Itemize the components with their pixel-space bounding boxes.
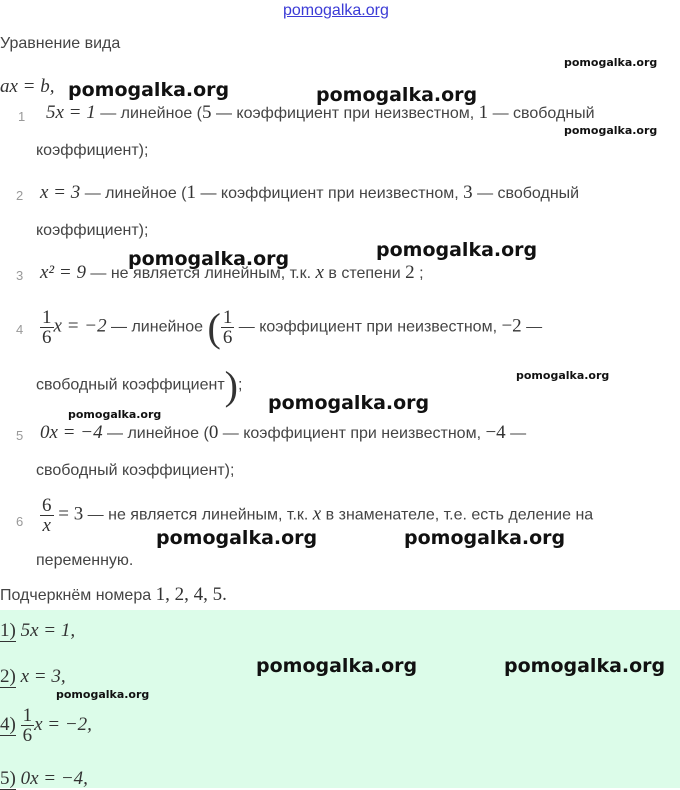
free-term: −4 [485,422,506,443]
item-number: 1 [18,109,26,124]
item-text-cont: свободный коэффициент); [36,363,243,408]
fraction: $\frac{1}{6}$ [22,705,33,746]
item-number: 2 [16,188,24,203]
item-text-cont: свободный коэффициент); [36,462,235,479]
item-text: в знаменателе, т.е. есть деление на [321,506,594,524]
item-text: — линейное [106,318,208,336]
answer-label: 2) [0,666,16,687]
free-term: −2 [501,315,522,337]
item-text: — не является линейным, т.к. [85,265,316,282]
item-text: — коэффициент при неизвестном, [218,425,486,442]
watermark: pomogalka.org [268,392,430,414]
item-text: — [505,425,527,442]
watermark: pomogalka.org [68,79,230,101]
fraction: $\frac{6}{x}$ [42,495,52,536]
item-text-cont: переменную. [36,552,134,569]
watermark: pomogalka.org [376,239,538,261]
equation: 5x = 1 [46,102,96,123]
answer-row [0,706,92,745]
list-item [40,304,542,351]
watermark: pomogalka.org [156,527,318,549]
equation: x² = 9 [40,262,86,283]
coefficient: 1 [186,182,197,203]
open-paren: ( [207,305,221,350]
item-text: — свободный [472,185,580,202]
underline-numbers: 1, 2, 4, 5. [155,584,227,605]
item-text-cont: коэффициент); [36,142,149,159]
watermark: pomogalka.org [564,56,658,69]
answer-row [0,768,88,790]
answer-label: 5) [0,768,16,789]
answer-equation: 0x = −4, [20,768,88,789]
power: 2 [405,262,415,283]
item-text: ; [414,265,424,282]
item-text: — коэффициент при неизвестном, [211,105,479,122]
equation: x = 3 [40,182,81,203]
list-item [40,422,526,444]
item-text: — линейное ( [95,105,203,122]
answer-equation: 5x = 1, [20,620,76,641]
variable: x [315,262,324,283]
watermark: pomogalka.org [128,248,290,270]
item-number: 6 [16,514,24,529]
equation: x = −2 [53,315,107,337]
item-text: — коэффициент при неизвестном, [234,318,502,336]
watermark: pomogalka.org [404,527,566,549]
item-text: — не является линейным, т.к. [83,506,313,524]
free-term: 3 [463,182,473,203]
item-text: — линейное ( [80,185,187,202]
answer-equation: x = −2, [34,713,92,735]
watermark: pomogalka.org [516,369,610,382]
coefficient: 5 [202,102,212,123]
equation: = 3 [53,503,84,525]
answer-row [0,620,75,642]
summary: Подчеркнём номера 1, 2, 4, 5. [0,584,227,605]
intro-text: Уравнение вида [0,35,121,52]
item-text: — свободный [488,105,595,122]
item-text: — [521,318,543,336]
watermark: pomogalka.org [564,124,658,137]
watermark: pomogalka.org [504,655,666,677]
watermark: pomogalka.org [56,688,150,701]
list-item [40,182,579,204]
answer-label: 4) [0,713,16,735]
variable: x [312,503,322,525]
coefficient: 0 [208,422,219,443]
item-text: — коэффициент при неизвестном, [196,185,464,202]
fraction: $\frac{1}{6}$ [222,307,233,348]
close-paren: ) [224,363,238,408]
watermark: pomogalka.org [256,655,418,677]
intro-formula: ax = b, [0,76,55,97]
item-number: 5 [16,428,24,443]
equation: 0x = −4 [40,422,103,443]
answer-row [0,666,66,688]
answer-equation: x = 3, [20,666,66,687]
item-number: 4 [16,322,24,337]
item-text: в степени [323,265,406,282]
watermark: pomogalka.org [68,408,162,421]
item-text-cont: коэффициент); [36,222,149,239]
site-link[interactable]: pomogalka.org [283,2,389,19]
fraction: $\frac{1}{6}$ [42,307,52,348]
free-term: 1 [478,102,489,123]
item-text: — линейное ( [102,425,209,442]
answer-label: 1) [0,620,16,641]
watermark: pomogalka.org [316,84,478,106]
item-number: 3 [16,268,24,283]
